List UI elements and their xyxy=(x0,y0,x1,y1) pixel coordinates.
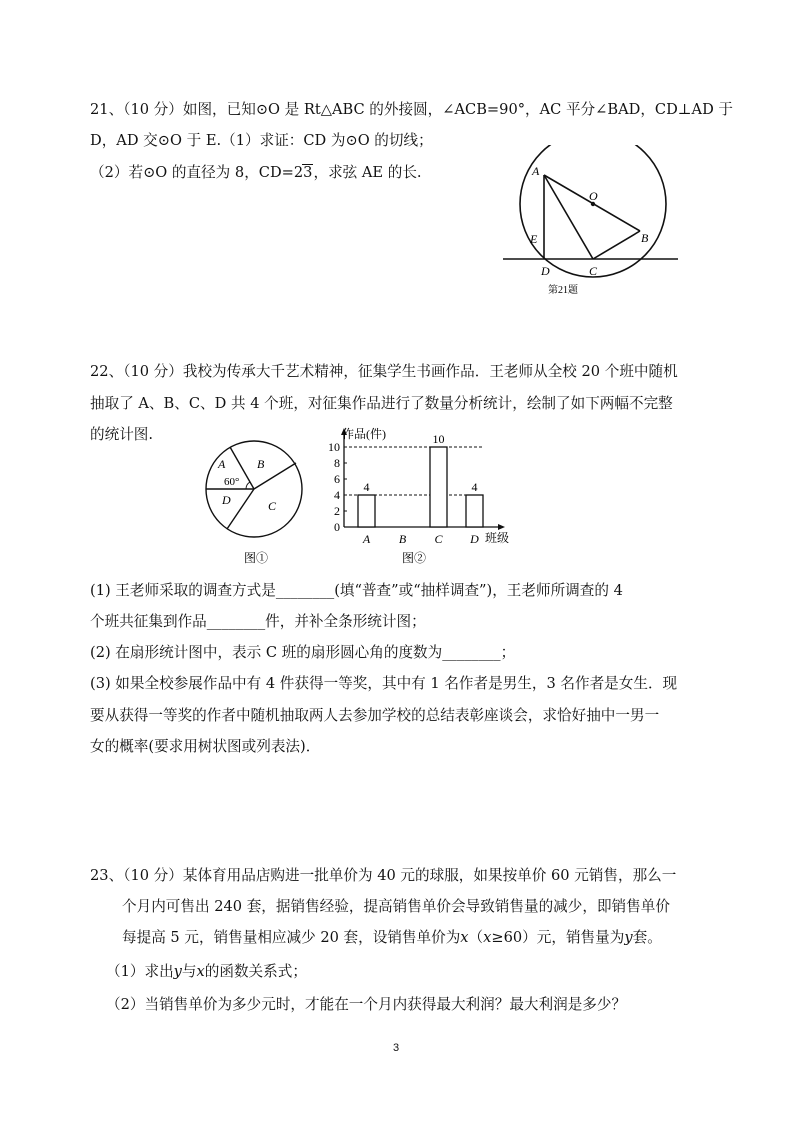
bar-category-a: A xyxy=(362,532,371,546)
q22-part3-line-2: 要从获得一等奖的作者中随机抽取两人去参加学校的总结表彰座谈会，求恰好抽中一男一 xyxy=(90,707,660,724)
sqrt-three: 3 xyxy=(303,164,313,181)
pie-label-b: B xyxy=(257,457,265,471)
q21-line-2: D，AD 交⊙O 于 E.（1）求证：CD 为⊙O 的切线； xyxy=(90,132,433,149)
q22-line-1: 22、（10 分）我校为传承大千艺术精神，征集学生书画作品．王老师从全校 20 个班中随机 xyxy=(90,363,678,380)
bar-ytick-label: 10 xyxy=(328,440,340,454)
bar-a xyxy=(358,495,375,527)
q22-line-2: 抽取了 A、B、C、D 共 4 个班，对征集作品进行了数量分析统计，绘制了如下两幅不完整 xyxy=(90,395,673,412)
page-number: 3 xyxy=(393,1042,400,1054)
bar-ytick-label: 0 xyxy=(334,520,340,534)
label-a: A xyxy=(532,164,540,178)
pie-caption: 图① xyxy=(244,551,269,565)
q23-line-1: 23、（10 分）某体育用品店购进一批单价为 40 元的球服，如果按单价 60 元销售，那么一 xyxy=(90,867,677,884)
bar-ylabel: 作品(件) xyxy=(342,427,386,441)
q22-part3-line-1: (3) 如果全校参展作品中有 4 件获得一等奖，其中有 1 名作者是男生，3 名作者是女生．现 xyxy=(90,675,678,692)
bar-ytick-label: 6 xyxy=(334,472,340,486)
bar-value-label-a: 4 xyxy=(363,480,370,494)
pie-chart-figure xyxy=(200,440,315,570)
label-d: D xyxy=(541,264,550,278)
label-e: E xyxy=(530,232,538,246)
q21-line-1: 21、（10 分）如图，已知⊙O 是 Rt△ABC 的外接圆，∠ACB=90°，AC 平分∠BAD，CD⊥AD 于 xyxy=(90,101,734,118)
q23-line-3: 每提高 5 元，销售量相应减少 20 套，设销售单价为x（x≥60）元，销售量为y套。 xyxy=(122,929,662,946)
bar-d xyxy=(466,495,483,527)
fig21-caption: 第21题 xyxy=(548,285,578,296)
q22-part3-line-3: 女的概率(要求用树状图或列表法)． xyxy=(90,738,321,755)
bar-value-label-d: 4 xyxy=(471,480,478,494)
q22-part2: (2) 在扇形统计图中，表示 C 班的扇形圆心角的度数为________； xyxy=(90,644,516,661)
bar-category-c: C xyxy=(434,532,443,546)
q21-geometry-figure xyxy=(498,145,688,300)
bar-category-d: D xyxy=(470,532,479,546)
bar-ytick-label: 4 xyxy=(334,488,340,502)
pie-label-c: C xyxy=(268,499,277,513)
q23-line-2: 个月内可售出 240 套，据销售经验，提高销售单价会导致销售量的减少，即销售单价 xyxy=(122,898,670,915)
bar-value-label-c: 10 xyxy=(432,432,445,446)
label-c: C xyxy=(589,264,598,278)
q22-part1-line-1: (1) 王老师采取的调查方式是________(填“普查”或“抽样调查”)，王老师所调查的 4 xyxy=(90,582,623,599)
bar-xlabel: 班级 xyxy=(485,531,510,545)
bar-caption: 图② xyxy=(402,551,427,565)
pie-angle-label: 60° xyxy=(224,476,240,488)
bar-category-b: B xyxy=(398,532,407,546)
pie-label-a: A xyxy=(218,457,226,471)
pie-label-d: D xyxy=(222,493,231,507)
bar-ytick-label: 2 xyxy=(334,504,340,518)
label-b: B xyxy=(641,231,649,245)
q23-part2: （2）当销售单价为多少元时，才能在一个月内获得最大利润？最大利润是多少？ xyxy=(106,996,627,1013)
bar-ytick-label: 8 xyxy=(334,456,340,470)
q22-part1-line-2: 个班共征集到作品________件，并补全条形统计图； xyxy=(90,613,426,630)
q22-line-3: 的统计图. xyxy=(90,426,154,443)
label-o: O xyxy=(589,189,598,203)
q21-line-3: （2）若⊙O 的直径为 8，CD=23，求弦 AE 的长. xyxy=(90,164,422,181)
bar-c xyxy=(430,447,447,527)
q23-part1: （1）求出y与x的函数关系式； xyxy=(106,963,307,980)
bar-chart-figure xyxy=(322,424,522,569)
